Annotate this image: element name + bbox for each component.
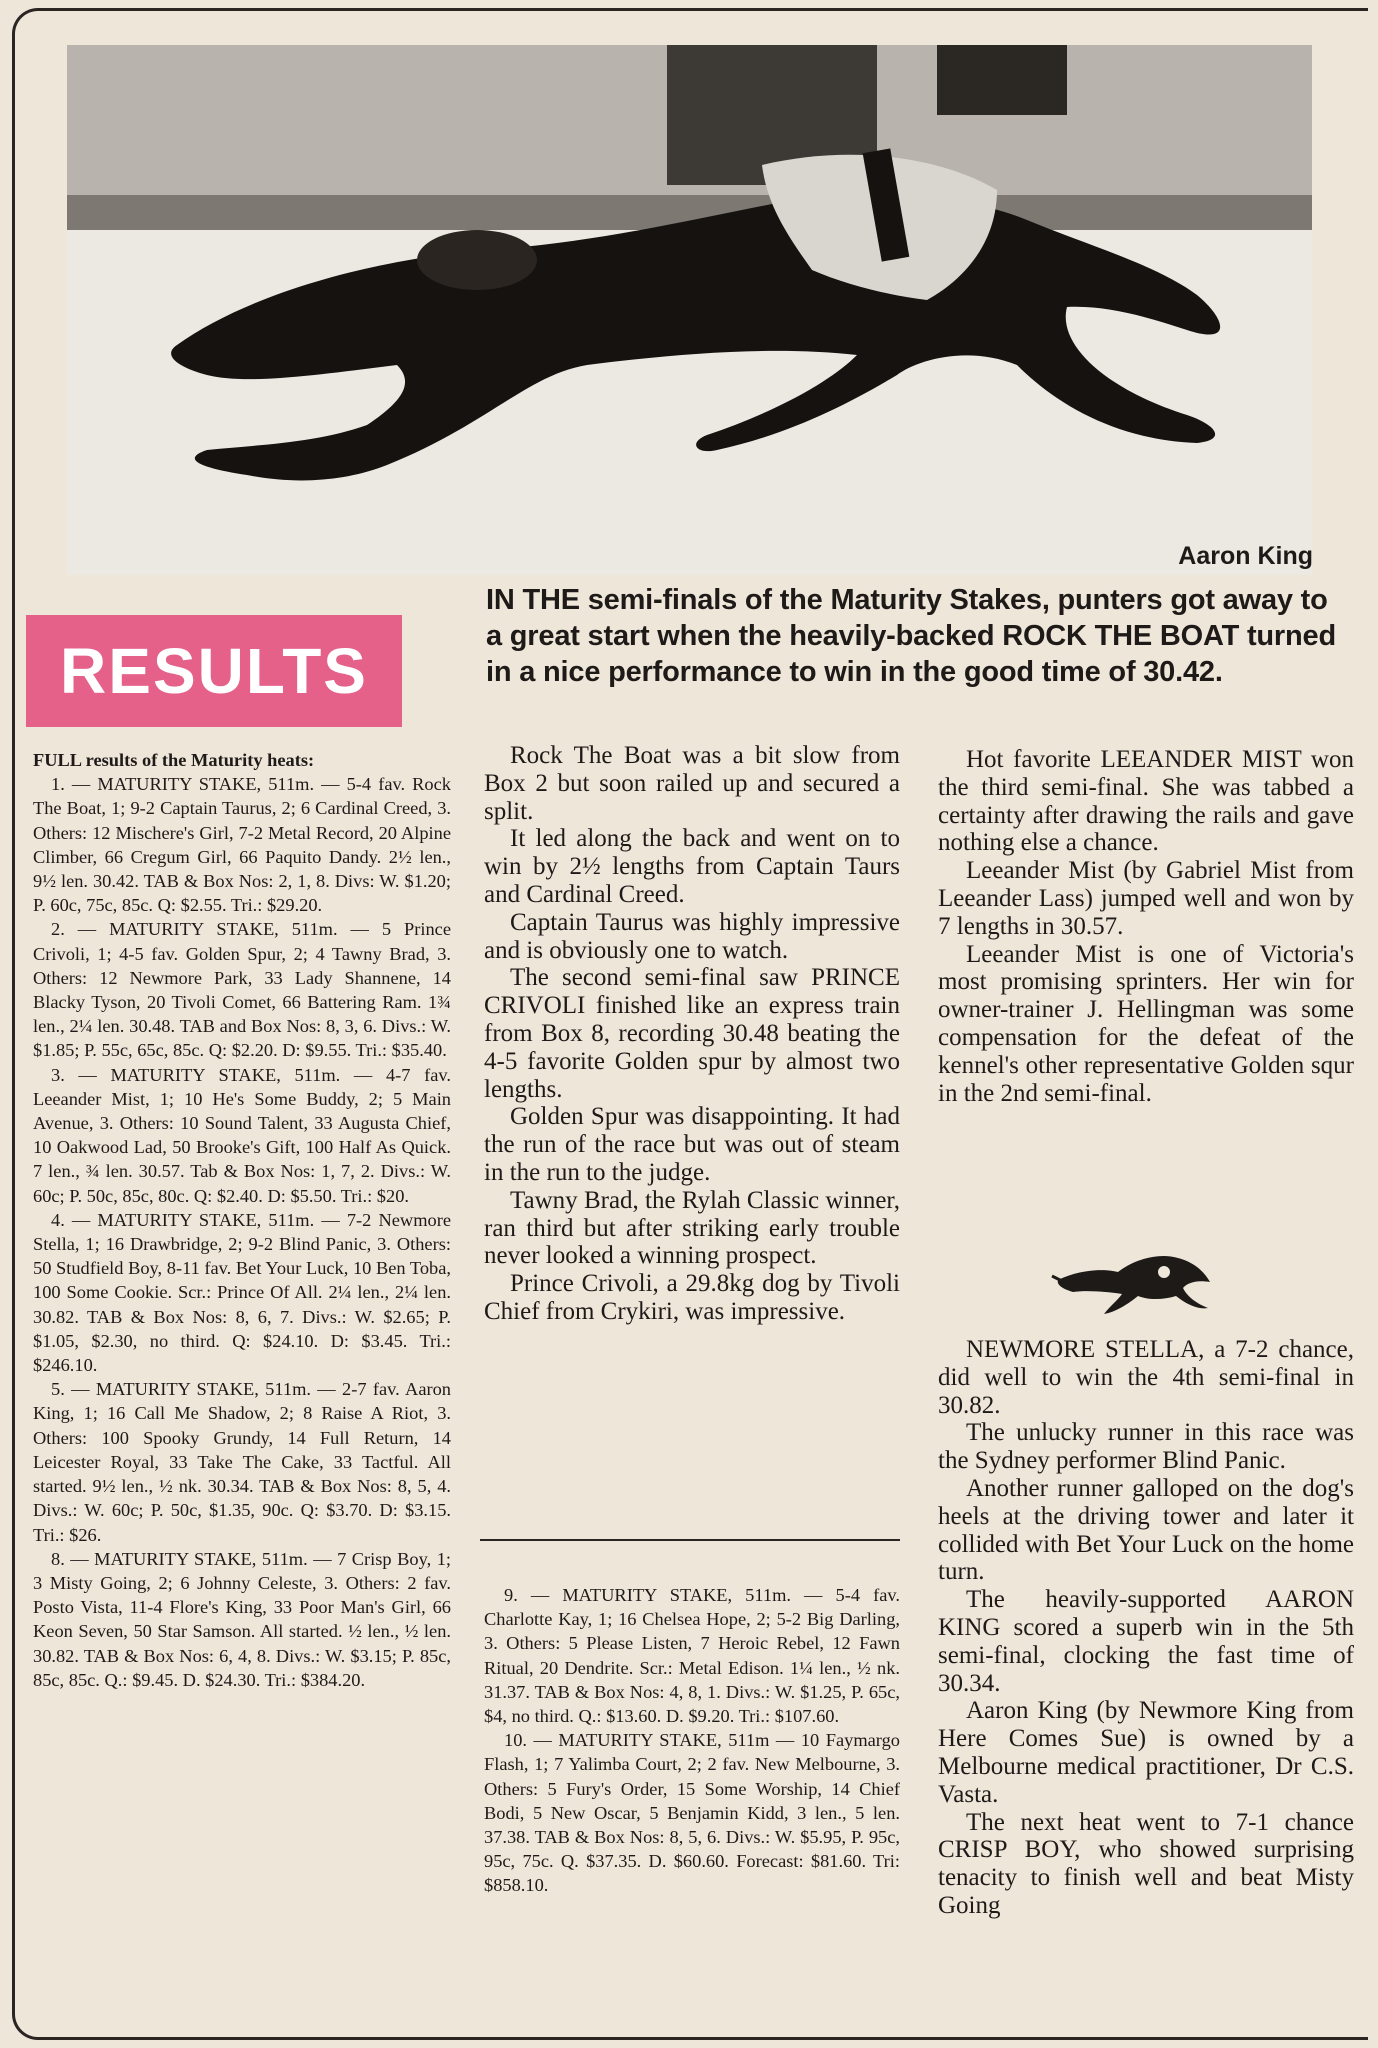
- photo-caption: Aaron King: [1178, 542, 1313, 570]
- results-column: [33, 748, 451, 1692]
- story-paragraph: The second semi-final saw PRINCE CRIVOLI finished like an express train from Box 8, recording 30.48 beating the 4-5 favorite Golden spur by almost two lengths.: [484, 964, 900, 1103]
- story-column-2: [484, 742, 900, 1326]
- story-paragraph: The next heat went to 7-1 chance CRISP BOY, who showed surprising tenacity to finish well and beat Misty Going: [938, 1808, 1354, 1919]
- story-paragraph: Captain Taurus was highly impressive and is obviously one to watch.: [484, 908, 900, 964]
- story-paragraph: It led along the back and went on to win by 2½ lengths from Captain Taurs and Cardinal Creed.: [484, 825, 900, 908]
- heat-result: 8. — MATURITY STAKE, 511m. — 7 Crisp Boy, 1; 3 Misty Going, 2; 6 Johnny Celeste, 3. Others: 2 fav. Posto Vista, 11-4 Flore's King, 33 Poor Man's Girl, 66 Keon Seven, 50 Star Samson. All started. ½ len., ½ len. 30.82. TAB & Box Nos: 6, 4, 8. Divs.: W. $3.15; P. 85c, 85c, 85c. Q.: $9.45. D. $24.30. Tri.: $384.20.: [33, 1548, 451, 1690]
- heat-result: 3. — MATURITY STAKE, 511m. — 4-7 fav. Leeander Mist, 1; 10 He's Some Buddy, 2; 5 Main Avenue, 3. Others: 10 Sound Talent, 33 Augusta Chief, 10 Oakwood Lad, 50 Brooke's Gift, 100 Half As Quick. 7 len., ¾ len. 30.57. Tab & Box Nos: 1, 7, 2. Divs.: W. 60c; P. 50c, 85c, 80c. Q: $2.40. D: $5.50. Tri.: $20.: [33, 1064, 451, 1206]
- story-paragraph: Aaron King (by Newmore King from Here Comes Sue) is owned by a Melbourne medical practitioner, Dr C.S. Vasta.: [938, 1697, 1354, 1808]
- story-paragraph: Leeander Mist (by Gabriel Mist from Leeander Lass) jumped well and won by 7 lengths in 30.57.: [938, 857, 1354, 940]
- heat-result: 2. — MATURITY STAKE, 511m. — 5 Prince Crivoli, 1; 4-5 fav. Golden Spur, 2; 4 Tawny Brad, 3. Others: 12 Newmore Park, 33 Lady Shannene, 14 Blacky Tyson, 20 Tivoli Comet, 66 Battering Ram. 1¾ len., 2¼ len. 30.48. TAB and Box Nos: 8, 3, 6. Divs.: W. $1.85; P. 55c, 65c, 85c. Q: $2.20. D: $9.55. Tri.: $35.40.: [33, 919, 451, 1061]
- heat-result: 9. — MATURITY STAKE, 511m. — 5-4 fav. Charlotte Kay, 1; 16 Chelsea Hope, 2; 5-2 Big Darling, 3. Others: 5 Please Listen, 7 Heroic Rebel, 12 Fawn Ritual, 20 Dendrite. Scr.: Metal Edison. 1¼ len., ½ nk. 31.37. TAB & Box Nos: 4, 8, 1. Divs.: W. $1.25, P. 65c, $4, no third. Q.: $13.60. D. $9.20. Tri.: $107.60.: [484, 1585, 900, 1727]
- story-paragraph: Rock The Boat was a bit slow from Box 2 but soon railed up and secured a split.: [484, 742, 900, 825]
- results-column-continued: [484, 1583, 900, 1898]
- story-paragraph: Tawny Brad, the Rylah Classic winner, ran third but after striking early trouble never looked a winning prospect.: [484, 1186, 900, 1270]
- results-lead: FULL results of the Maturity heats:: [33, 750, 315, 770]
- story-paragraph: Prince Crivoli, a 29.8kg dog by Tivoli Chief from Crykiri, was impressive.: [484, 1270, 900, 1325]
- greyhound-icon: [1048, 1240, 1220, 1320]
- heat-result: 1. — MATURITY STAKE, 511m. — 5-4 fav. Rock The Boat, 1; 9-2 Captain Taurus, 2; 6 Cardinal Creed, 3. Others: 12 Mischere's Girl, 7-2 Metal Record, 20 Alpine Climber, 66 Cregum Girl, 66 Paquito Dandy. 2½ len., 9½ len. 30.42. TAB & Box Nos: 2, 1, 8. Divs: W. $1.20; P. 60c, 75c, 85c. Q: $2.55. Tri.: $29.20.: [33, 774, 451, 916]
- story-paragraph: The unlucky runner in this race was the Sydney performer Blind Panic.: [938, 1419, 1354, 1475]
- greyhound-photo: [67, 45, 1312, 575]
- story-paragraph: Hot favorite LEEANDER MIST won the third semi-final. She was tabbed a certainty after drawing the rails and gave nothing else a chance.: [938, 746, 1354, 857]
- intro-paragraph: IN THE semi-finals of the Maturity Stakes, punters got away to a great start when the heavily-backed ROCK THE BOAT turned in a nice performance to win in the good time of 30.42.: [486, 584, 1336, 688]
- heat-result: 4. — MATURITY STAKE, 511m. — 7-2 Newmore Stella, 1; 16 Drawbridge, 2; 9-2 Blind Panic, 3. Others: 50 Studfield Boy, 8-11 fav. Bet Your Luck, 10 Ben Toba, 100 Some Cookie. Scr.: Prince Of All. 2¼ len., 2¼ len. 30.82. TAB & Box Nos: 8, 6, 7. Divs.: W. $2.65; P. $1.05, $2.30, no third. Q: $24.10. D: $3.45. Tri.: $246.10.: [33, 1209, 451, 1376]
- story-paragraph: NEWMORE STELLA, a 7-2 chance, did well to win the 4th semi-final in 30.82.: [938, 1336, 1354, 1419]
- story-paragraph: The heavily-supported AARON KING scored a superb win in the 5th semi-final, clocking the fast time of 30.34.: [938, 1586, 1354, 1697]
- story-column-3: [938, 746, 1354, 1107]
- story-paragraph: Another runner galloped on the dog's heels at the driving tower and later it collided with Bet Your Luck on the home turn.: [938, 1474, 1354, 1586]
- heat-result: 5. — MATURITY STAKE, 511m. — 2-7 fav. Aaron King, 1; 16 Call Me Shadow, 2; 8 Raise A Riot, 3. Others: 100 Spooky Grundy, 14 Full Return, 14 Leicester Royal, 33 Take The Cake, 33 Tactful. All started. 9½ len., ½ nk. 30.34. TAB & Box Nos: 8, 5, 4. Divs.: W. 60c; P. 50c, $1.35, 90c. Q: $3.70. D: $3.15. Tri.: $26.: [33, 1379, 451, 1545]
- story-paragraph: Golden Spur was disappointing. It had the run of the race but was out of steam in the run to the judge.: [484, 1103, 900, 1186]
- story-paragraph: Leeander Mist is one of Victoria's most promising sprinters. Her win for owner-trainer J. Hellingman was some compensation for the defeat of the kennel's other representative Golden squr in the 2nd semi-final.: [938, 940, 1354, 1107]
- heat-result: 10. — MATURITY STAKE, 511m — 10 Faymargo Flash, 1; 7 Yalimba Court, 2; 2 fav. New Melbourne, 3. Others: 5 Fury's Order, 15 Some Worship, 14 Chief Bodi, 5 New Oscar, 5 Benjamin Kidd, 3 len., 5 len. 37.38. TAB & Box Nos: 8, 5, 6. Divs.: W. $5.95, P. 95c, 95c, 75c. Q. $37.35. D. $60.60. Forecast: $81.60. Tri: $858.10.: [484, 1730, 900, 1896]
- column-divider-rule: [480, 1539, 900, 1541]
- story-column-3-continued: [938, 1336, 1354, 1920]
- results-badge: RESULTS: [26, 615, 402, 727]
